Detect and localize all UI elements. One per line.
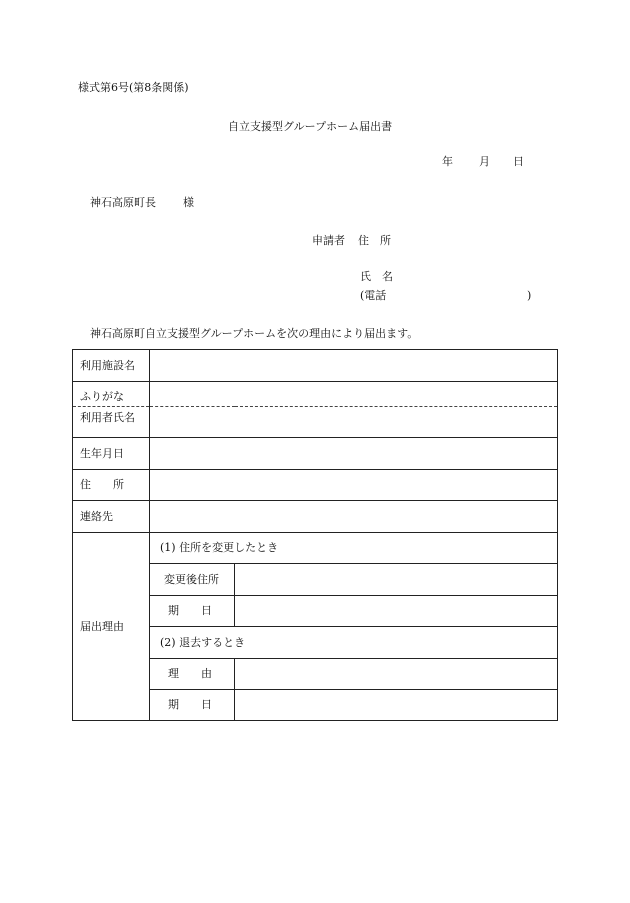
notification-form-table (72, 349, 558, 721)
address-field[interactable] (150, 470, 558, 501)
new-address-field[interactable] (235, 564, 558, 596)
contact-label: 連絡先 (73, 501, 150, 533)
reason1-title: (1) 住所を変更したとき (150, 533, 558, 564)
reason-detail-label: 理 由 (150, 659, 235, 690)
user-name-label: 利用者氏名 (73, 407, 150, 438)
date2-label: 期 日 (150, 690, 235, 721)
furigana-field[interactable] (150, 382, 558, 407)
facility-field[interactable] (150, 350, 558, 382)
table-row (73, 470, 558, 501)
applicant-name-label: 氏 名 (360, 270, 393, 283)
intro-text: 神石高原町自立支援型グループホームを次の理由により届出ます。 (90, 327, 419, 340)
date1-label: 期 日 (150, 596, 235, 627)
table-row (73, 350, 558, 382)
reason-detail-field[interactable] (235, 659, 558, 690)
user-name-field[interactable] (150, 407, 558, 438)
reason-label: 届出理由 (73, 533, 150, 721)
date2-field[interactable] (235, 690, 558, 721)
date-day-label: 日 (513, 155, 524, 168)
applicant-label: 申請者 (312, 234, 345, 247)
table-row (73, 382, 558, 407)
reason2-title: (2) 退去するとき (150, 627, 558, 659)
document-title: 自立支援型グループホーム届出書 (228, 120, 393, 133)
addressee: 神石高原町長 (90, 196, 156, 209)
furigana-label: ふりがな (73, 382, 150, 407)
table-row (73, 501, 558, 533)
phone-close-paren: ) (527, 289, 532, 302)
date-month-label: 月 (479, 155, 490, 168)
applicant-phone-label: (電話 (360, 289, 387, 302)
contact-field[interactable] (150, 501, 558, 533)
addressee-honorific: 様 (183, 196, 194, 209)
new-address-label: 変更後住所 (150, 564, 235, 596)
form-number: 様式第6号(第8条関係) (78, 81, 189, 94)
table-row (73, 407, 558, 438)
applicant-address-label: 住 所 (358, 234, 391, 247)
birthdate-label: 生年月日 (73, 438, 150, 470)
birthdate-field[interactable] (150, 438, 558, 470)
date1-field[interactable] (235, 596, 558, 627)
table-row (73, 438, 558, 470)
address-label: 住 所 (73, 470, 150, 501)
table-row (73, 533, 558, 564)
facility-label: 利用施設名 (73, 350, 150, 382)
date-year-label: 年 (442, 155, 453, 168)
